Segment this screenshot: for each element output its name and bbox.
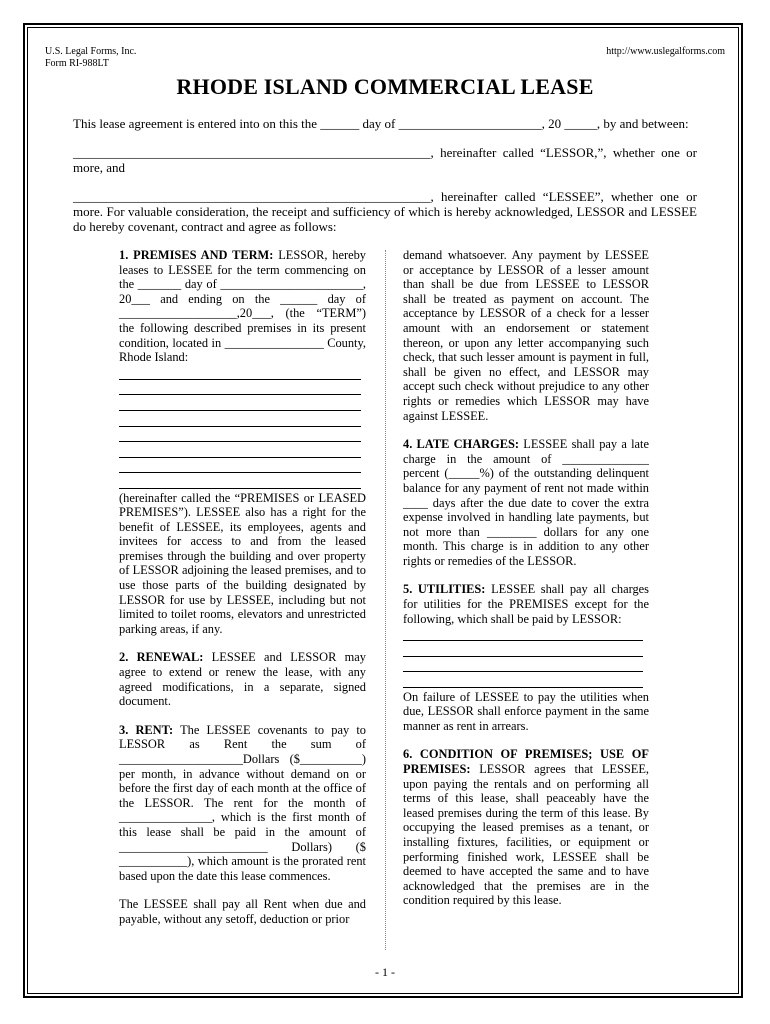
blank-line <box>403 674 643 688</box>
section-2-heading: 2. RENEWAL: <box>119 650 204 665</box>
form-number: Form RI-988LT <box>45 58 109 69</box>
intro-paragraph-2 <box>73 145 697 175</box>
intro-paragraph-3 <box>73 189 697 234</box>
blank-line <box>403 643 643 657</box>
section-3-continued: demand whatsoever. Any payment by LESSEE or acceptance by LESSOR of a lesser amount than shall be due from LESSEE to LESSOR shall be treated as payment on account. The acceptance by LESSOR of a check for a lesser amount with an endorsement or statement thereon, or upon any letter accompanying such check, that such lesser amount is payment in full, shall be given no effect, and LESSOR may accept such check without prejudice to any other rights or remedies which LESSOR may have against LESSEE. <box>403 248 649 423</box>
section-4-heading: 4. LATE CHARGES: <box>403 437 520 452</box>
intro-text-2: _______________________________________________________, hereinafter called “LESSOR,”, whether one or more, and <box>73 145 697 175</box>
section-4-text: LESSEE shall pay a late charge in the amount of ______________ percent (_____%) of the outstanding delinquent balance for any payment of rent not made within ____ days after the due date to cover the extra expense involved in handling late payments, but not more than ________ dollars for any one month. This charge is in addition to any other rights or remedies of the LESSOR. <box>403 437 649 568</box>
header-url: http://www.uslegalforms.com <box>606 46 725 57</box>
section-3 <box>119 723 366 884</box>
section-5-continued: On failure of LESSEE to pay the utilities when due, LESSOR shall enforce payment in the same manner as rent in arrears. <box>403 689 649 733</box>
document-title: RHODE ISLAND COMMERCIAL LEASE <box>176 74 594 99</box>
section-3-text: The LESSEE covenants to pay to LESSOR as Rent the sum of ____________________Dollars ($__________) per month, in advance without demand on or before the first day of each month at the office of the LESSOR. The rent for the month of _______________, which is the first month of this lease shall be paid in the amount of ________________________ Dollars) ($ ___________), which amount is the prorated rent based upon the date this lease commences. <box>119 722 366 883</box>
blank-line <box>119 444 361 458</box>
section-1-continued: (hereinafter called the “PREMISES or LEASED PREMISES”). LESSEE also has a right for the benefit of LESSEE, its employees, agents and invitees for access to and from the leased premises through the building and over property of LESSOR adjoining the leased premises, and to use those parts of the building designated by LESSOR for use by LESSEE, including but not limited to toilet rooms, elevators and unrestricted parking areas, if any. <box>119 490 366 636</box>
section-2 <box>119 650 366 708</box>
section-6-text: LESSOR agrees that LESSEE, upon paying the rentals and on performing all terms of this lease, shall peaceably have the leased premises during the term of this lease. By occupying the leased premises as a tenant, or installing fixtures, facilities, or equipment or performing finished work, LESSEE shall be deemed to have accepted the same and to have acknowledged that the premises are in the condition required by this lease. <box>403 762 649 908</box>
section-2-text: LESSEE and LESSOR may agree to extend or renew the lease, with any agreed modifications, in a separate, signed document. <box>119 650 366 709</box>
section-6 <box>403 747 649 908</box>
blank-line <box>119 459 361 473</box>
intro-text-1: This lease agreement is entered into on this the ______ day of ______________________, 20 _____, by and between: <box>73 116 689 131</box>
section-6-heading: 6. CONDITION OF PREMISES; USE OF PREMISES: <box>403 747 649 776</box>
intro-paragraph-1 <box>73 116 697 131</box>
header-left <box>45 46 136 70</box>
page-number: - 1 - <box>375 965 395 979</box>
section-5-heading: 5. UTILITIES: <box>403 582 486 597</box>
section-5 <box>403 582 649 626</box>
premises-description-lines <box>119 366 361 489</box>
section-1 <box>119 248 366 365</box>
right-column <box>403 248 649 908</box>
section-3-heading: 3. RENT: <box>119 722 174 737</box>
section-1-text: LESSOR, hereby leases to LESSEE for the term commencing on the _______ day of _______________________, 20___ and ending on the ______ day of ___________________,20___, (the “TERM”) the following described premises in its present condition, located in ________________ County, Rhode Island: <box>119 248 367 365</box>
utilities-lines <box>403 627 643 688</box>
blank-line <box>119 475 361 489</box>
intro-text-3: _______________________________________________________, hereinafter called “LESSEE”, whether one or more. For valuable consideration, the receipt and sufficiency of which is hereby acknowledged, LESSOR and LESSEE do hereby covenant, contract and agree as follows: <box>73 189 697 234</box>
column-divider <box>385 250 386 950</box>
section-4 <box>403 437 649 568</box>
blank-line <box>119 428 361 442</box>
blank-line <box>119 413 361 427</box>
blank-line <box>403 627 643 641</box>
blank-line <box>119 397 361 411</box>
left-column <box>119 248 366 927</box>
section-5-text: LESSEE shall pay all charges for utilities for the PREMISES except for the following, which shall be paid by LESSOR: <box>403 582 649 626</box>
section-1-heading: 1. PREMISES AND TERM: <box>119 248 274 262</box>
blank-line <box>119 366 361 380</box>
section-3-payment: The LESSEE shall pay all Rent when due and payable, without any setoff, deduction or prior <box>119 897 366 926</box>
company-name: U.S. Legal Forms, Inc. <box>45 46 137 57</box>
blank-line <box>119 381 361 395</box>
blank-line <box>403 658 643 672</box>
